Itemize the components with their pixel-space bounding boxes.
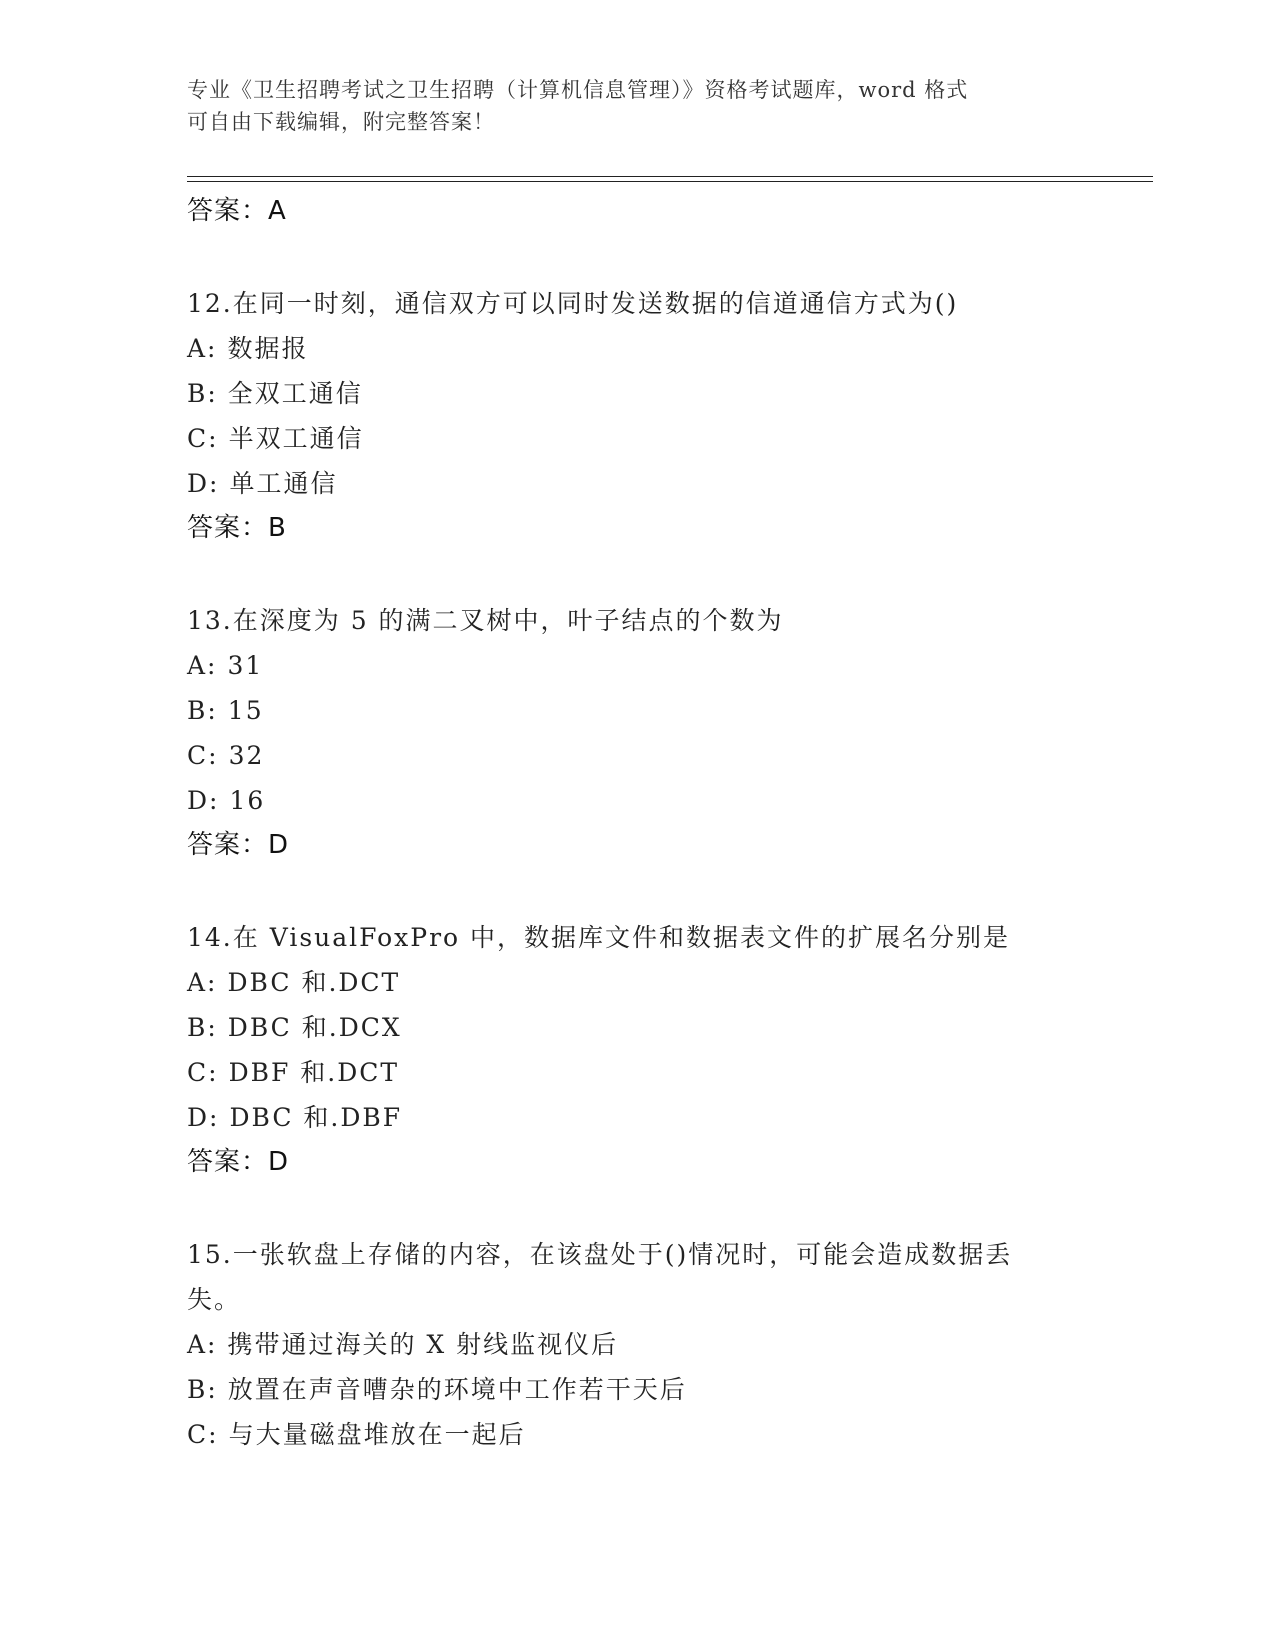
- option-letter: C:: [187, 1058, 219, 1087]
- option-b: [187, 688, 1087, 733]
- header-line-2: 可自由下载编辑，附完整答案！: [187, 110, 495, 134]
- option-letter: C:: [187, 1420, 219, 1449]
- option-text: 31: [227, 651, 264, 680]
- question-text-line-2: 失。: [187, 1285, 242, 1314]
- option-text: DBF 和.DCT: [228, 1058, 400, 1087]
- option-text: DBC 和.DCX: [227, 1013, 402, 1042]
- question-text: 12.在同一时刻，通信双方可以同时发送数据的信道通信方式为(): [187, 289, 959, 318]
- option-c: [187, 733, 1087, 778]
- option-letter: B:: [187, 1375, 218, 1404]
- option-text: 16: [229, 786, 266, 815]
- document-header: [187, 74, 1087, 138]
- option-text: 单工通信: [229, 469, 338, 498]
- option-c: [187, 1412, 1087, 1457]
- answer-label: 答案：D: [187, 830, 290, 860]
- option-letter: B:: [187, 379, 218, 408]
- option-a: [187, 643, 1087, 688]
- option-letter: C:: [187, 741, 219, 770]
- option-text: 半双工通信: [228, 424, 364, 453]
- option-text: DBC 和.DCT: [227, 968, 401, 997]
- answer-label: 答案：D: [187, 1147, 290, 1177]
- option-letter: A:: [187, 651, 218, 680]
- question-text-line-1: 15.一张软盘上存储的内容，在该盘处于()情况时，可能会造成数据丢: [187, 1240, 1013, 1269]
- option-letter: D:: [187, 1103, 220, 1132]
- option-letter: C:: [187, 424, 219, 453]
- answer-label: 答案：B: [187, 513, 287, 543]
- question-12: [187, 281, 1087, 551]
- option-d: [187, 1095, 1087, 1140]
- header-rule-bottom: [187, 181, 1153, 182]
- option-c: [187, 1050, 1087, 1095]
- question-text: 14.在 VisualFoxPro 中，数据库文件和数据表文件的扩展名分别是: [187, 923, 1011, 952]
- option-letter: D:: [187, 469, 220, 498]
- option-letter: A:: [187, 334, 218, 363]
- option-b: [187, 1005, 1087, 1050]
- question-13: [187, 598, 1087, 868]
- option-a: [187, 326, 1087, 371]
- question-15: [187, 1232, 1087, 1457]
- question-text: 13.在深度为 5 的满二叉树中，叶子结点的个数为: [187, 606, 784, 635]
- header-rule-top: [187, 176, 1153, 177]
- question-14: [187, 915, 1087, 1185]
- option-letter: B:: [187, 1013, 218, 1042]
- option-text: 与大量磁盘堆放在一起后: [228, 1420, 526, 1449]
- header-line-1: 专业《卫生招聘考试之卫生招聘（计算机信息管理）》资格考试题库，word 格式: [187, 78, 969, 102]
- option-text: 数据报: [227, 334, 309, 363]
- option-text: DBC 和.DBF: [229, 1103, 403, 1132]
- document-body: [187, 189, 1087, 1457]
- option-d: [187, 778, 1087, 823]
- option-text: 携带通过海关的 X 射线监视仪后: [227, 1330, 619, 1359]
- option-a: [187, 1322, 1087, 1367]
- option-c: [187, 416, 1087, 461]
- answer-label: 答案：A: [187, 196, 287, 226]
- option-b: [187, 371, 1087, 416]
- option-letter: A:: [187, 1330, 218, 1359]
- option-b: [187, 1367, 1087, 1412]
- option-a: [187, 960, 1087, 1005]
- option-text: 全双工通信: [227, 379, 363, 408]
- option-letter: A:: [187, 968, 218, 997]
- option-d: [187, 461, 1087, 506]
- option-text: 放置在声音嘈杂的环境中工作若干天后: [227, 1375, 687, 1404]
- option-text: 15: [227, 696, 264, 725]
- option-letter: B:: [187, 696, 218, 725]
- option-letter: D:: [187, 786, 220, 815]
- option-text: 32: [228, 741, 265, 770]
